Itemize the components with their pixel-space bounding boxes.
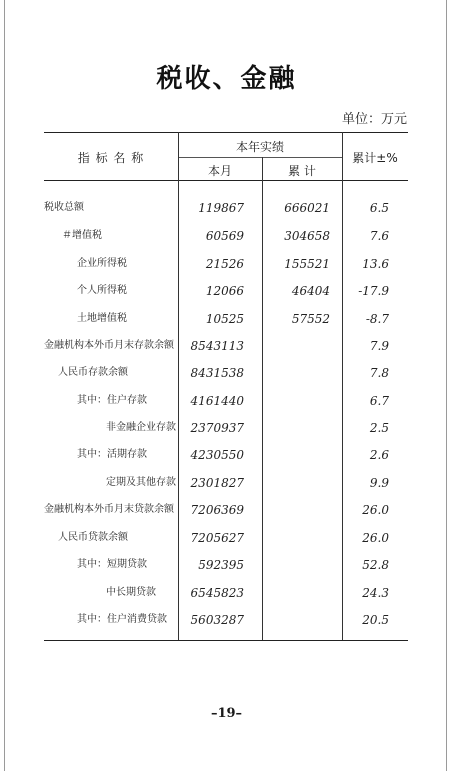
row-month-value: 2370937: [190, 421, 244, 435]
unit-label: 单位：万元: [341, 112, 407, 127]
row-change-value: 26.0: [362, 503, 389, 517]
row-label: 个人所得税: [77, 285, 127, 296]
row-month-value: 5603287: [190, 613, 244, 627]
row-change-value: 52.8: [362, 558, 389, 572]
row-label: 金融机构本外币月末存款余额: [44, 340, 174, 351]
header-mid-rule: [178, 157, 342, 158]
row-change-value: 7.8: [369, 366, 389, 380]
row-label: 定期及其他存款: [106, 477, 176, 488]
row-change-value: 6.7: [369, 394, 389, 408]
row-change-value: 7.6: [369, 229, 389, 243]
row-label: 企业所得税: [77, 258, 127, 269]
row-change-value: 26.0: [362, 531, 389, 545]
row-change-value: 13.6: [362, 257, 389, 271]
row-label: 其中：活期存款: [77, 449, 147, 460]
row-month-value: 6545823: [190, 586, 244, 600]
row-change-value: 6.5: [369, 201, 389, 215]
row-month-value: 12066: [205, 284, 244, 298]
row-label: ＃增值税: [62, 230, 102, 241]
header-bottom-rule: [44, 180, 408, 181]
row-month-value: 8543113: [190, 339, 244, 353]
row-cumulative-value: 666021: [284, 201, 330, 215]
row-change-value: 2.6: [369, 448, 389, 462]
row-label: 人民币存款余额: [58, 367, 128, 378]
row-cumulative-value: 155521: [284, 257, 330, 271]
row-change-value: 2.5: [369, 421, 389, 435]
row-label: 土地增值税: [77, 313, 127, 324]
row-change-value: 24.3: [362, 586, 389, 600]
page-edge-left: [4, 0, 5, 771]
row-change-value: 7.9: [369, 339, 389, 353]
row-label: 中长期贷款: [106, 587, 156, 598]
row-label: 其中：住户消费贷款: [77, 614, 167, 625]
row-month-value: 119867: [198, 201, 244, 215]
row-cumulative-value: 57552: [291, 312, 330, 326]
table-bottom-rule: [44, 640, 408, 641]
row-month-value: 21526: [205, 257, 244, 271]
row-month-value: 7205627: [190, 531, 244, 545]
row-month-value: 2301827: [190, 476, 244, 490]
row-label: 金融机构本外币月末贷款余额: [44, 504, 174, 515]
row-month-value: 8431538: [190, 366, 244, 380]
row-month-value: 10525: [205, 312, 244, 326]
row-label: 其中：住户存款: [77, 395, 147, 406]
header-this-year: 本年实绩: [235, 140, 284, 154]
row-change-value: 20.5: [362, 613, 389, 627]
row-month-value: 7206369: [190, 503, 244, 517]
header-change-percent: 累计±%: [352, 151, 398, 165]
row-cumulative-value: 304658: [284, 229, 330, 243]
row-label: 非金融企业存款: [106, 422, 176, 433]
row-month-value: 4161440: [190, 394, 244, 408]
row-change-value: -17.9: [358, 284, 389, 298]
header-indicator-name: 指 标 名 称: [77, 151, 145, 165]
row-month-value: 60569: [205, 229, 244, 243]
page-edge-right: [446, 0, 447, 771]
row-month-value: 4230550: [190, 448, 244, 462]
column-divider-3: [342, 132, 343, 640]
header-cumulative: 累 计: [288, 164, 316, 178]
row-label: 人民币贷款余额: [58, 532, 128, 543]
row-month-value: 592395: [198, 558, 244, 572]
header-this-month: 本月: [207, 164, 232, 178]
page-title: 税收、金融: [156, 64, 297, 94]
row-change-value: -8.7: [365, 312, 389, 326]
row-label: 税收总额: [44, 202, 84, 213]
row-cumulative-value: 46404: [291, 284, 330, 298]
table-top-rule: [44, 132, 408, 133]
row-change-value: 9.9: [369, 476, 389, 490]
page-number: –19–: [210, 706, 243, 721]
row-label: 其中：短期贷款: [77, 559, 147, 570]
